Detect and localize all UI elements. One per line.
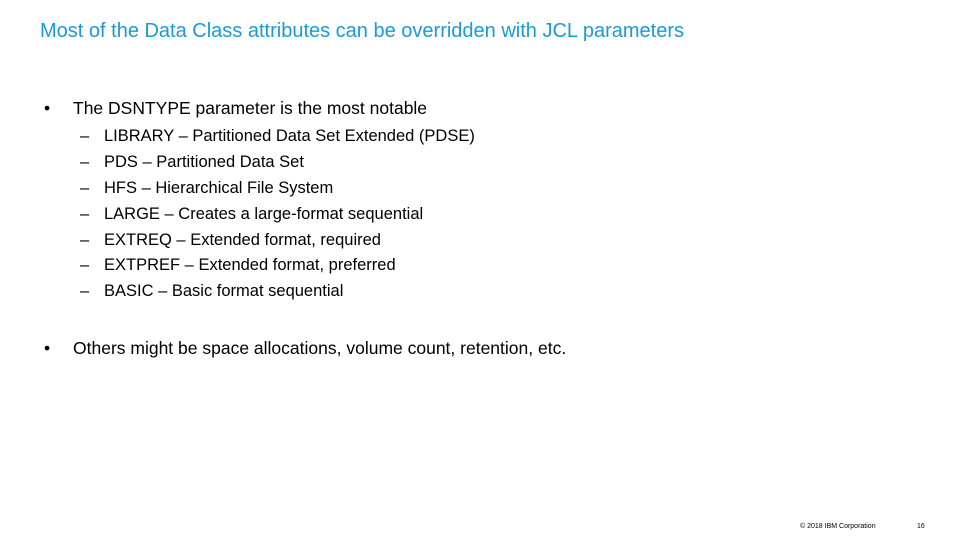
sub-list-item xyxy=(80,124,475,150)
sub-bullet-marker: – xyxy=(80,256,90,275)
sub-bullet-marker: – xyxy=(80,127,90,145)
sub-item-text: LIBRARY – Partitioned Data Set Extended (PDSE) xyxy=(104,127,475,145)
page-number: 16 xyxy=(917,523,925,530)
sub-list-item xyxy=(80,279,475,305)
sub-item-text: PDS – Partitioned Data Set xyxy=(104,152,304,171)
bullet-item xyxy=(44,337,566,359)
sub-item-text: EXTPREF – Extended format, preferred xyxy=(104,256,396,275)
sub-item-text: EXTREQ – Extended format, required xyxy=(104,230,381,249)
sub-list-item xyxy=(80,202,475,228)
bullet-item xyxy=(44,97,427,119)
bullet-marker: • xyxy=(44,338,51,358)
sub-bullet-marker: – xyxy=(80,178,90,197)
bullet-marker: • xyxy=(44,98,51,118)
sub-item-text: LARGE – Creates a large-format sequential xyxy=(104,204,424,223)
sub-bullet-marker: – xyxy=(80,204,90,223)
slide-title: Most of the Data Class attributes can be overridden with JCL parameters xyxy=(40,20,685,42)
sub-list-item xyxy=(80,228,475,254)
sub-bullet-marker: – xyxy=(80,282,90,301)
bullet-text: Others might be space allocations, volume count, retention, etc. xyxy=(73,338,567,358)
sub-list-item xyxy=(80,253,475,279)
sub-item-text: BASIC – Basic format sequential xyxy=(104,282,344,301)
bullet-text: The DSNTYPE parameter is the most notable xyxy=(73,98,428,118)
sub-bullet-marker: – xyxy=(80,230,90,249)
sub-item-text: HFS – Hierarchical File System xyxy=(104,178,334,197)
footer-copyright: © 2018 IBM Corporation xyxy=(800,523,876,530)
dsntype-sub-list xyxy=(80,124,475,305)
sub-bullet-marker: – xyxy=(80,152,90,171)
sub-list-item xyxy=(80,176,475,202)
sub-list-item xyxy=(80,150,475,176)
